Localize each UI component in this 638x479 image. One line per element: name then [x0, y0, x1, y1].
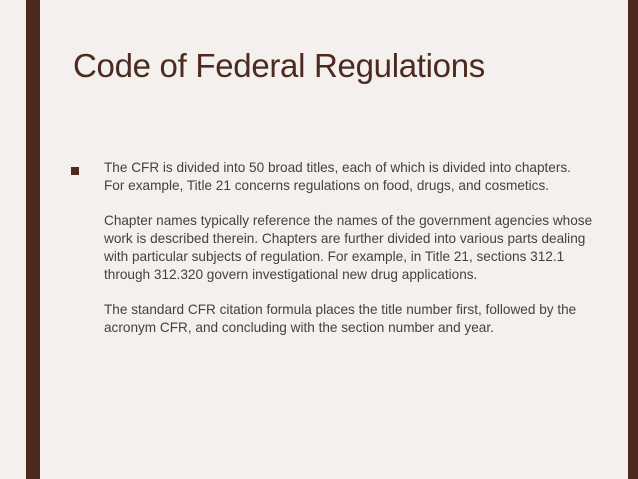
slide-title: Code of Federal Regulations — [73, 47, 485, 84]
paragraph-citation-formula: The standard CFR citation formula places the title number first, followed by the acronym CFR, and concluding with the section number and year. — [104, 302, 577, 336]
bullet-body — [104, 159, 594, 355]
left-accent-bar — [26, 0, 40, 479]
right-accent-bar — [628, 0, 638, 479]
paragraph-cfr-titles: The CFR is divided into 50 broad titles, each of which is divided into chapters. For example, Title 21 concerns regulations on food, drugs, and cosmetics. — [104, 160, 571, 193]
square-bullet-icon — [71, 167, 79, 175]
paragraph-chapter-names: Chapter names typically reference the names of the government agencies whose work is described therein. Chapters are further divided into various parts dealing with particular subjects of regulation. For example, in Title 21, sections 312.1 through 312.320 govern investigational new drug applications. — [104, 213, 593, 282]
